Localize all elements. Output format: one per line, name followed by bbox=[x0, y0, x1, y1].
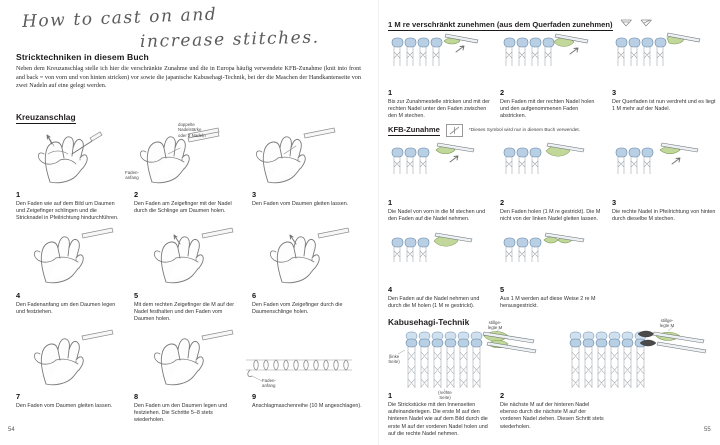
rechte-seite-label: (rechte Seite) bbox=[438, 390, 452, 401]
step-2-number: 2 bbox=[134, 190, 139, 199]
doppelte-nadelstaerke-label: doppelte Nadelstärke oder 2 Nadeln bbox=[178, 122, 206, 138]
section-b-figure-2 bbox=[498, 142, 598, 192]
section-a-step-1-number: 1 bbox=[388, 88, 393, 97]
section-a-figure-3 bbox=[610, 32, 710, 84]
kreuzanschlag-heading-wrap bbox=[16, 107, 76, 125]
stitch-symbol-right-cross-icon bbox=[640, 17, 653, 28]
section-b-step-3-number: 3 bbox=[612, 198, 617, 207]
section-b-step-5-caption: Aus 1 M werden auf diese Weise 2 re M herausgestrickt. bbox=[500, 296, 596, 310]
section-b-step-4 bbox=[388, 285, 492, 310]
section-a-figure-1 bbox=[386, 32, 486, 84]
handwritten-title-line2: increase stitches. bbox=[139, 27, 320, 52]
left-page-number: 54 bbox=[8, 427, 15, 433]
section-c-step-2-caption: Die nächste M auf der hinteren Nadel ebenso durch die nächste M auf der vorderen Nadel ziehen. Diesen Schritt stets wiederholen. bbox=[500, 402, 604, 430]
step-1-caption: Den Faden wie auf dem Bild um Daumen und Zeigefinger schlingen und die Stricknadel in Pfeilrichtung hindurchführen. bbox=[16, 201, 119, 222]
step-6-number: 6 bbox=[252, 291, 257, 300]
step-1 bbox=[16, 190, 124, 223]
section-c-heading: Kabusehagi-Technik bbox=[388, 317, 470, 327]
figure-2-illustration bbox=[122, 124, 232, 186]
stitch-symbol-left-cross-icon bbox=[620, 17, 633, 28]
section-a-step-1 bbox=[388, 88, 492, 121]
right-page-number: 55 bbox=[704, 427, 711, 433]
section-b-heading: KFB-Zunahme bbox=[388, 125, 440, 134]
section-b-figure-5 bbox=[498, 232, 598, 280]
section-a-heading: 1 M re verschränkt zunehmen (aus dem Querfaden zunehmen) bbox=[388, 20, 613, 29]
section-c-step-2-number: 2 bbox=[500, 391, 505, 400]
right-page bbox=[380, 0, 720, 445]
section-b-step-2-caption: Den Faden holen (1 M re gestrickt). Die M nicht von der linken Nadel gleiten lassen. bbox=[500, 209, 601, 223]
fadenanfang-label-fig9: Faden- anfang bbox=[262, 378, 276, 389]
section-a-step-2-caption: Den Faden mit der rechten Nadel holen und den aufgenommenen Faden abstricken. bbox=[500, 99, 595, 120]
intro-heading: Stricktechniken in diesem Buch bbox=[16, 52, 149, 62]
stillgelegte-m-label-2: stillge- legte M bbox=[659, 318, 675, 329]
step-6-caption: Den Faden vom Zeigefinger durch die Daumenschlinge holen. bbox=[252, 302, 343, 316]
section-c-step-2 bbox=[500, 391, 604, 431]
figure-1-illustration bbox=[14, 124, 139, 186]
section-b-step-1-number: 1 bbox=[388, 198, 393, 207]
step-8-caption: Den Faden um den Daumen legen und festziehen. Die Schritte 5–8 stets wiederholen. bbox=[134, 403, 228, 424]
step-4 bbox=[16, 291, 124, 316]
page-gutter bbox=[378, 0, 379, 445]
figure-8-illustration bbox=[134, 330, 238, 388]
section-a-step-3 bbox=[612, 88, 716, 113]
section-b-step-4-number: 4 bbox=[388, 285, 393, 294]
intro-paragraph: Neben dem Kreuzanschlag stelle ich hier die verschränkte Zunahme und die in Europa häufig verwendete KFB-Zunahme (knit into front and back = von vorn und von hinten stricken) vor sowie die japanische Kabusehagi-Technik, bei der die Maschen der Handkantenseite von zwei Nadeln auf eine gelegt werden. bbox=[16, 65, 361, 90]
step-2 bbox=[134, 190, 242, 215]
figure-5-illustration bbox=[134, 228, 238, 286]
step-2-caption: Den Faden am Zeigefinger mit der Nadel durch die Schlinge am Daumen holen. bbox=[134, 201, 232, 215]
section-b-heading-wrap bbox=[388, 124, 580, 137]
section-a-step-3-caption: Der Querfaden ist nun verdreht und es liegt 1 M mehr auf der Nadel. bbox=[612, 99, 716, 113]
section-b-step-1-caption: Die Nadel von vorn in die M stechen und den Faden auf die Nadel nehmen. bbox=[388, 209, 486, 223]
step-8 bbox=[134, 392, 242, 425]
stillgelegte-m-label-1: stillge- legte M bbox=[487, 320, 503, 331]
figure-4-illustration bbox=[16, 228, 120, 286]
step-9 bbox=[252, 392, 362, 410]
section-a-step-1-caption: Bis zur Zunahmestelle stricken und mit der rechten Nadel unter den Faden zwischen den M stechen. bbox=[388, 99, 490, 120]
figure-9-illustration bbox=[240, 352, 360, 392]
section-b-figure-4 bbox=[386, 232, 486, 280]
section-a-heading-wrap bbox=[388, 14, 653, 32]
section-a-step-2 bbox=[500, 88, 604, 121]
section-b-step-4-caption: Den Faden auf die Nadel nehmen und durch die M holen (1 M re gestrickt). bbox=[388, 296, 480, 310]
section-b-step-1 bbox=[388, 198, 492, 223]
section-a-step-3-number: 3 bbox=[612, 88, 617, 97]
step-6 bbox=[252, 291, 362, 316]
step-3 bbox=[252, 190, 362, 208]
section-c-step-1-caption: Die Strickstücke mit den Innenseiten aufeinanderlegen. Die erste M auf den hinteren Nadel wie auf dem Bild durch die erste M auf der vorderen Nadel holen und auf die rechte Nadel nehmen. bbox=[388, 402, 488, 437]
figure-7-illustration bbox=[16, 330, 120, 388]
step-9-caption: Anschlagmaschenreihe (10 M angeschlagen). bbox=[252, 403, 362, 409]
section-b-step-3 bbox=[612, 198, 716, 223]
step-5-caption: Mit dem rechten Zeigefinger die M auf der Nadel festhalten und den Faden vom Daumen holen. bbox=[134, 302, 235, 323]
step-5-number: 5 bbox=[134, 291, 139, 300]
step-8-number: 8 bbox=[134, 392, 139, 401]
step-9-number: 9 bbox=[252, 392, 257, 401]
kfb-symbol-icon bbox=[446, 124, 463, 137]
step-4-caption: Den Fadenanfang um den Daumen legen und festziehen. bbox=[16, 302, 116, 316]
section-b-step-3-caption: Die rechte Nadel in Pfeilrichtung von hinten durch dieselbe M stechen. bbox=[612, 209, 716, 223]
step-3-number: 3 bbox=[252, 190, 257, 199]
step-7 bbox=[16, 392, 124, 410]
section-b-step-5-number: 5 bbox=[500, 285, 505, 294]
step-7-number: 7 bbox=[16, 392, 21, 401]
section-c-step-1 bbox=[388, 391, 492, 438]
figure-3-illustration bbox=[240, 126, 350, 186]
section-c-figure-2 bbox=[556, 318, 716, 398]
step-5 bbox=[134, 291, 242, 324]
section-b-step-2 bbox=[500, 198, 604, 223]
kreuzanschlag-heading: Kreuzanschlag bbox=[16, 112, 76, 122]
fadenanfang-label-fig1: Faden- anfang bbox=[125, 170, 139, 181]
intro-block bbox=[16, 52, 361, 91]
section-b-step-2-number: 2 bbox=[500, 198, 505, 207]
step-7-caption: Den Faden vom Daumen gleiten lassen. bbox=[16, 403, 113, 409]
section-b-step-5 bbox=[500, 285, 604, 310]
section-b-figure-3 bbox=[610, 142, 710, 192]
step-3-caption: Den Faden vom Daumen gleiten lassen. bbox=[252, 201, 349, 207]
section-a-figure-2 bbox=[498, 32, 598, 84]
section-b-footnote: *Dieses Symbol wird nur in diesem Buch verwendet. bbox=[468, 128, 581, 133]
linke-seite-label: (linke Seite) bbox=[388, 354, 400, 365]
step-1-number: 1 bbox=[16, 190, 21, 199]
step-4-number: 4 bbox=[16, 291, 21, 300]
figure-6-illustration bbox=[252, 228, 356, 286]
section-c-step-1-number: 1 bbox=[388, 391, 393, 400]
section-b-figure-1 bbox=[386, 142, 486, 192]
section-a-step-2-number: 2 bbox=[500, 88, 505, 97]
handwritten-title-line1: How to cast on and bbox=[21, 4, 218, 32]
